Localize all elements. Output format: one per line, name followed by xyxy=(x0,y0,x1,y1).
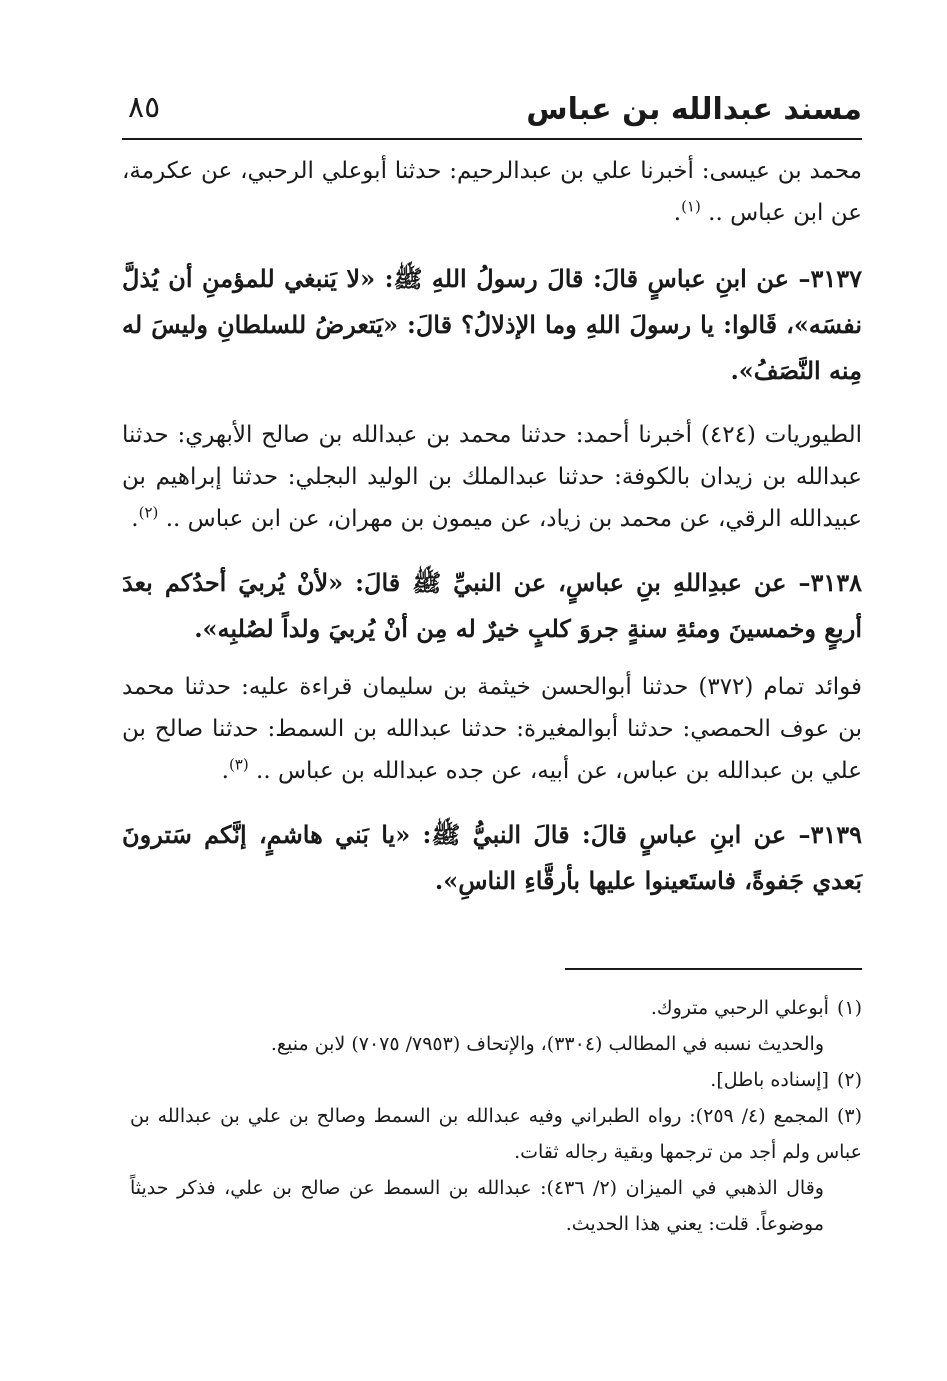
footnote-text: المجمع (٤/ ٢٥٩): رواه الطبراني وفيه عبدالله بن السمط وصالح بن علي بن عبدالله بن عباس ولم أجد من ترجمها وبقية رجاله ثقات. xyxy=(130,1105,862,1163)
footnote-mark: (٢) xyxy=(836,1069,862,1091)
page-body xyxy=(122,150,862,904)
isnad-paragraph-3 xyxy=(122,666,862,792)
page-number: ٨٥ xyxy=(128,90,161,125)
isnad-paragraph-1 xyxy=(122,150,862,234)
footnote-ref-1: (١) xyxy=(681,197,701,216)
hadith-3137 xyxy=(122,256,862,394)
hadith-number: ٣١٣٩– xyxy=(798,820,862,849)
isnad-paragraph-2 xyxy=(122,414,862,540)
footnote-mark: (١) xyxy=(836,997,862,1019)
hadith-3139 xyxy=(122,812,862,904)
period: . xyxy=(673,200,682,226)
hadith-number: ٣١٣٧– xyxy=(798,264,862,293)
period: . xyxy=(221,758,229,784)
hadith-text: عن ابنِ عباسٍ قالَ: قالَ رسولُ اللهِ ﷺ: «لا يَنبغي للمؤمنِ أن يُذلَّ نفسَه»، قَالوا: يا رسولَ اللهِ وما الإذلالُ؟ قالَ: «يَتعرضُ للسلطانِ وليسَ له مِنه النَّصَفُ». xyxy=(122,264,862,385)
period: . xyxy=(131,506,139,532)
isnad-text: فوائد تمام (٣٧٢) حدثنا أبوالحسن خيثمة بن سليمان قراءة عليه: حدثنا محمد بن عوف الحمصي: حدثنا أبوالمغيرة: حدثنا عبدالله بن السمط: حدثنا صالح بن علي بن عبدالله بن عباس، عن أبيه، عن جده عبدالله بن عباس .. xyxy=(122,674,862,784)
footnote-1-continuation: والحديث نسبه في المطالب (٣٣٠٤)، والإتحاف (٧٩٥٣/ ٧٠٧٥) لابن منيع. xyxy=(270,1033,824,1055)
isnad-text: الطيوريات (٤٢٤) أخبرنا أحمد: حدثنا محمد بن عبدالله بن صالح الأبهري: حدثنا عبدالله بن زيدان بالكوفة: حدثنا عبدالملك بن الوليد البجلي: حدثنا إبراهيم بن عبيدالله الرقي، عن محمد بن زياد، عن ميمون بن مهران، عن ابن عباس .. xyxy=(122,422,862,532)
running-title: مسند عبدالله بن عباس xyxy=(526,92,862,127)
page-header xyxy=(122,88,862,136)
footnote-ref-3: (٣) xyxy=(228,755,249,774)
footnote-3 xyxy=(130,1098,862,1170)
footnote-ref-2: (٢) xyxy=(138,503,159,522)
footnote-text: أبوعلي الرحبي متروك. xyxy=(650,997,829,1019)
footnote-mark: (٣) xyxy=(836,1105,862,1127)
hadith-text: عن عبدِاللهِ بنِ عباسٍ، عن النبيِّ ﷺ قالَ: «لأنْ يُربيَ أحدُكم بعدَ أربعٍ وخمسينَ ومئةِ سنةٍ جروَ كلبٍ خيرٌ له مِن أنْ يُربيَ ولداً لصُلبِه». xyxy=(122,568,862,643)
header-rule xyxy=(122,138,862,140)
footnote-3-continuation: وقال الذهبي في الميزان (٢/ ٤٣٦): عبدالله بن السمط عن صالح بن علي، فذكر حديثاً موضوعاً. قلت: يعني هذا الحديث. xyxy=(130,1177,824,1235)
footnote-2 xyxy=(130,1062,862,1098)
footnote-text: [إسناده باطل]. xyxy=(710,1069,829,1091)
footnotes xyxy=(130,990,862,1242)
hadith-3138 xyxy=(122,560,862,652)
footnote-1 xyxy=(130,990,862,1026)
isnad-text: محمد بن عيسى: أخبرنا علي بن عبدالرحيم: حدثنا أبوعلي الرحبي، عن عكرمة، عن ابن عباس .. xyxy=(122,158,862,226)
footnote-separator xyxy=(565,968,862,970)
hadith-number: ٣١٣٨– xyxy=(798,568,862,597)
hadith-text: عن ابنِ عباسٍ قالَ: قالَ النبيُّ ﷺ: «يا بَني هاشمٍ، إنَّكم سَترونَ بَعدي جَفوةً، فاستَعينوا عليها بأرقَّاءِ الناسِ». xyxy=(122,820,862,895)
